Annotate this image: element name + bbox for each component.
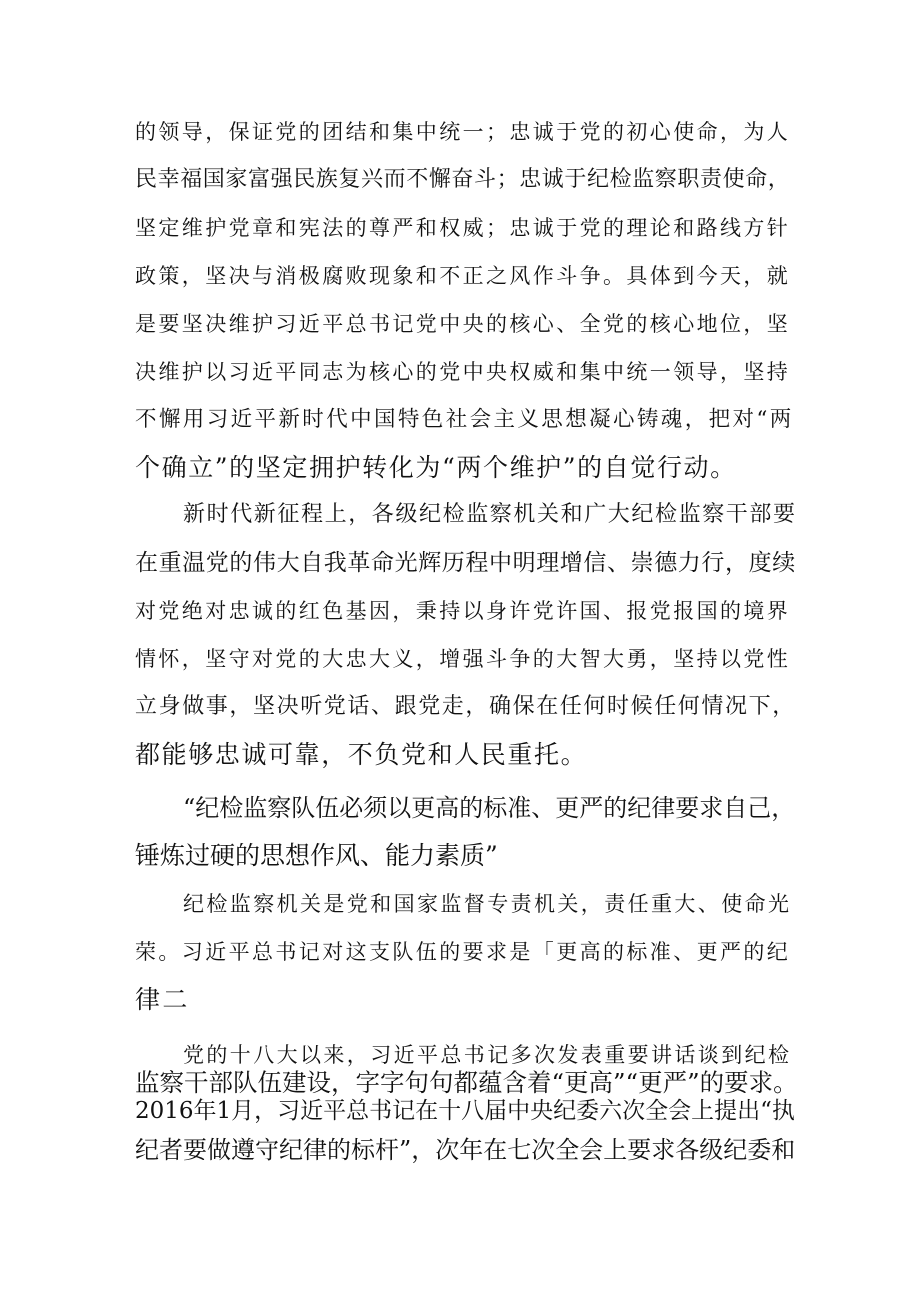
text-line: 情怀，坚守对党的大忠大义，增强斗争的大智大勇，坚持以党性: [135, 647, 791, 671]
text-line: 是要坚决维护习近平总书记党中央的核心、全党的核心地位，坚: [135, 312, 791, 336]
text-line: 不懈用习近平新时代中国特色社会主义思想凝心铸魂，把对“两: [135, 407, 794, 432]
text-line: 决维护以习近平同志为核心的党中央权威和集中统一领导，坚持: [135, 360, 791, 384]
text-line: 民幸福国家富强民族复兴而不懈奋斗；忠诚于纪检监察职责使命，: [135, 167, 791, 192]
text-line: 的领导，保证党的团结和集中统一；忠诚于党的初心使命，为人: [135, 120, 791, 144]
text-line: 纪检监察机关是党和国家监督专责机关，责任重大、使命光: [183, 892, 792, 916]
text-line: 都能够忠诚可靠，不负党和人民重托。: [135, 740, 588, 769]
text-line: 对党绝对忠诚的红色基因，秉持以身许党许国、报党报国的境界: [135, 599, 791, 623]
text-line: 2016年1月，习近平总书记在十八届中央纪委六次全会上提出“执: [135, 1098, 795, 1124]
text-line: 个确立”的坚定拥护转化为“两个维护”的自觉行动。: [135, 453, 737, 482]
text-line: 监察干部队伍建设，字字句句都蕴含着“更高”“更严”的要求。: [135, 1068, 798, 1097]
text-line: 立身做事，坚决听党话、跟党走，确保在任何时候任何情况下，: [135, 694, 796, 719]
text-line: 坚定维护党章和宪法的尊严和权威；忠诚于党的理论和路线方针: [135, 216, 791, 240]
heading-line: “纪检监察队伍必须以更高的标准、更严的纪律要求自己，: [183, 794, 796, 822]
text-line: 新时代新征程上，各级纪检监察机关和广大纪检监察干部要: [183, 502, 797, 527]
text-line: 在重温党的伟大自我革命光辉历程中明理增信、崇德力行，度续: [135, 550, 796, 576]
text-line: 律二: [135, 985, 190, 1014]
text-line: 党的十八大以来，习近平总书记多次发表重要讲话谈到纪检: [183, 1043, 792, 1067]
heading-line: 锤炼过硬的思想作风、能力素质”: [135, 841, 498, 870]
text-line: 荣。习近平总书记对这支队伍的要求是「更高的标准、更严的纪: [135, 940, 791, 964]
text-line: 纪者要做遵守纪律的标杆”，次年在七次全会上要求各级纪委和: [135, 1136, 796, 1164]
text-line: 政策，坚决与消极腐败现象和不正之风作斗争。具体到今天，就: [135, 264, 791, 288]
